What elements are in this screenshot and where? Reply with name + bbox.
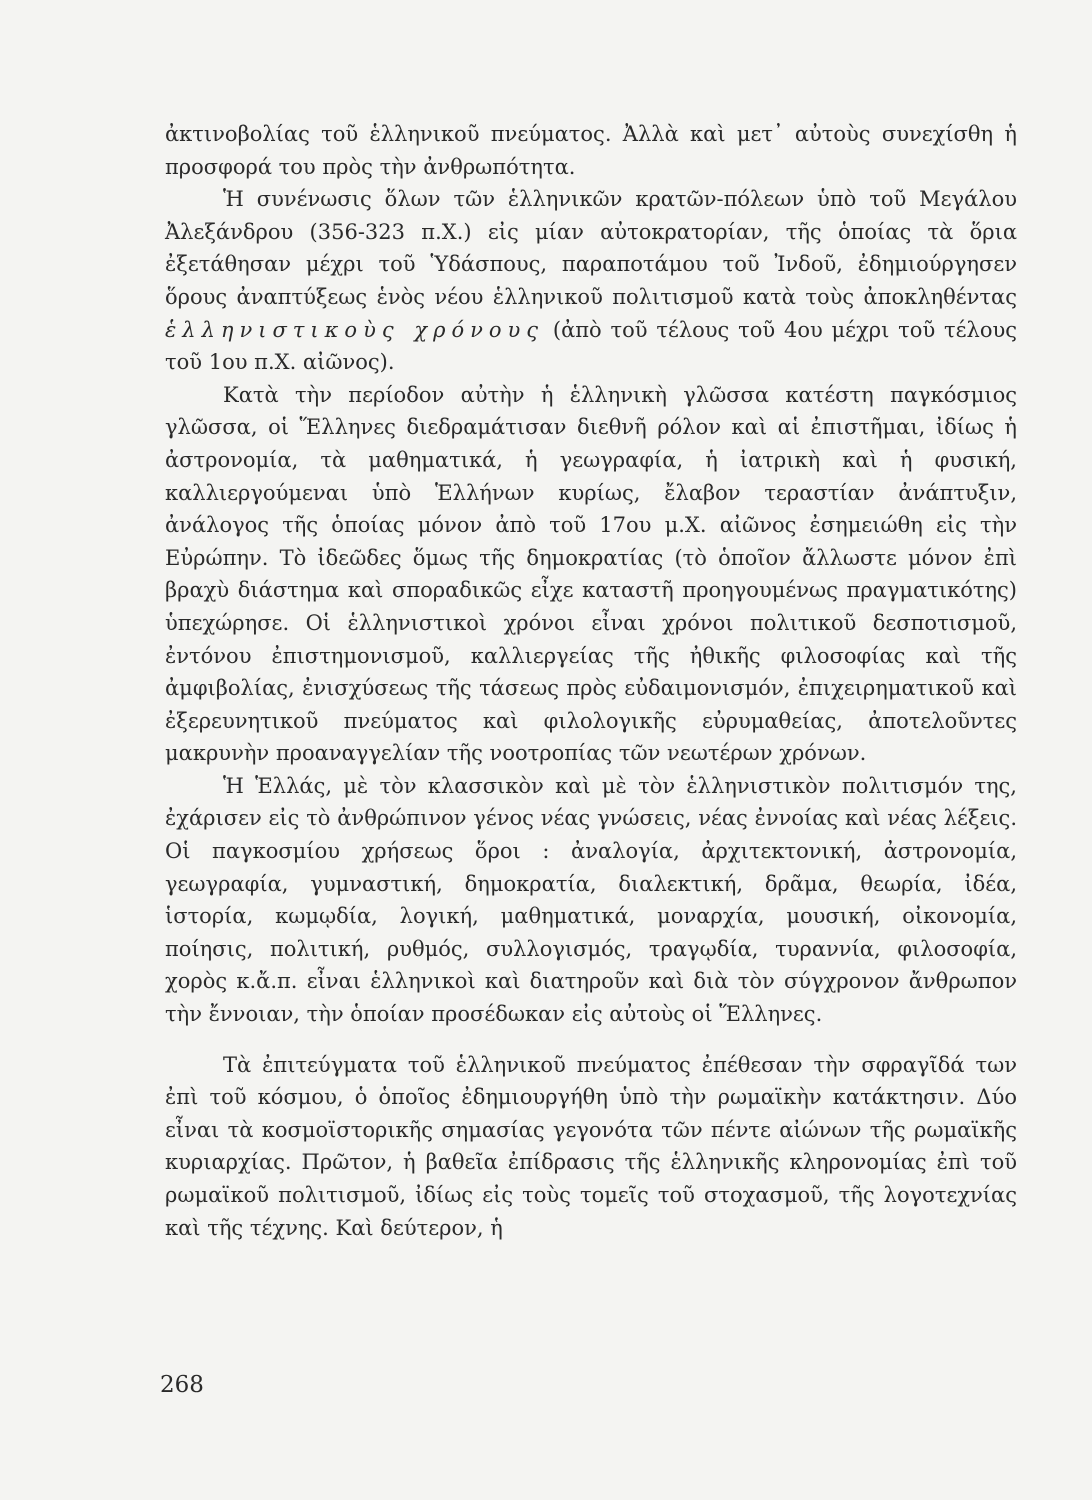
paragraph-3 — [165, 379, 1017, 770]
paragraph-1 — [165, 118, 1017, 183]
page-number: 268 — [160, 1372, 204, 1398]
emphasized-term: ἑλληνιστικοὺς χρόνους — [165, 317, 545, 342]
paragraph-2 — [165, 183, 1017, 379]
paragraph-2-text-end: (ἀπὸ τοῦ τέλους τοῦ 4ου μέχρι τοῦ τέλους τοῦ 1ου π.Χ. αἰῶνος). — [165, 317, 1017, 375]
paragraph-4-text: Ἡ Ἑλλάς, μὲ τὸν κλασσικὸν καὶ μὲ τὸν ἑλληνιστικὸν πολιτισμόν της, ἐχάρισεν εἰς τὸ ἀνθρώπινον γένος νέας γνώσεις, νέας ἐννοίας καὶ νέας λέξεις. Οἱ παγκοσμίου χρήσεως ὅροι : ἀναλογία, ἀρχιτεκτονική, ἀστρονομία, γεωγραφία, γυμναστική, δημοκρατία, διαλεκτική, δρᾶμα, θεωρία, ἰδέα, ἱστορία, κωμῳδία, λογική, μαθηματικά, μοναρχία, μουσική, οἰκονομία, ποίησις, πολιτική, ρυθμός, συλλογισμός, τραγῳδία, τυραννία, φιλοσοφία, χορὸς κ.ἄ.π. εἶναι ἑλληνικοὶ καὶ διατηροῦν καὶ διὰ τὸν σύγχρονον ἄνθρωπον τὴν ἔννοιαν, τὴν ὁποίαν προσέδωκαν εἰς αὐτοὺς οἱ Ἕλληνες. — [165, 773, 1017, 1027]
paragraph-5-text: Τὰ ἐπιτεύγματα τοῦ ἑλληνικοῦ πνεύματος ἐπέθεσαν τὴν σφραγῖδά των ἐπὶ τοῦ κόσμου, ὁ ὁποῖος ἐδημιουργήθη ὑπὸ τὴν ρωμαϊκὴν κατάκτησιν. Δύο εἶναι τὰ κοσμοϊστορικῆς σημασίας γεγονότα τῶν πέντε αἰώνων τῆς ρωμαϊκῆς κυριαρχίας. Πρῶτον, ἡ βαθεῖα ἐπίδρασις τῆς ἑλληνικῆς κληρονομίας ἐπὶ τοῦ ρωμαϊκοῦ πολιτισμοῦ, ἰδίως εἰς τοὺς τομεῖς τοῦ στοχασμοῦ, τῆς λογοτεχνίας καὶ τῆς τέχνης. Καὶ δεύτερον, ἡ — [165, 1052, 1017, 1240]
body-text — [165, 118, 1017, 1244]
paragraph-1-text: ἀκτινοβολίας τοῦ ἑλληνικοῦ πνεύματος. Ἀλλὰ καὶ μετ᾿ αὐτοὺς συνεχίσθη ἡ προσφορά του πρὸς τὴν ἀνθρωπότητα. — [165, 122, 1017, 179]
paragraph-2-text-start: Ἡ συνένωσις ὅλων τῶν ἑλληνικῶν κρατῶν-πόλεων ὑπὸ τοῦ Μεγάλου Ἀλεξάνδρου (356-323 π.Χ.) εἰς μίαν αὐτοκρατορίαν, τῆς ὁποίας τὰ ὅρια ἐξετάθησαν μέχρι τοῦ Ὑδάσπους, παραποτάμου τοῦ Ἰνδοῦ, ἐδημιούργησεν ὅρους ἀναπτύξεως ἑνὸς νέου ἑλληνικοῦ πολιτισμοῦ κατὰ τοὺς ἀποκληθέντας — [165, 187, 1017, 309]
paragraph-5 — [165, 1049, 1017, 1245]
paragraph-3-text: Κατὰ τὴν περίοδον αὐτὴν ἡ ἑλληνικὴ γλῶσσα κατέστη παγκόσμιος γλῶσσα, οἱ Ἕλληνες διεδραμάτισαν διεθνῆ ρόλον καὶ αἱ ἐπιστῆμαι, ἰδίως ἡ ἀστρονομία, τὰ μαθηματικά, ἡ γεωγραφία, ἡ ἰατρικὴ καὶ ἡ φυσική, καλλιεργούμεναι ὑπὸ Ἑλλήνων κυρίως, ἔλαβον τεραστίαν ἀνάπτυξιν, ἀνάλογος τῆς ὁποίας μόνον ἀπὸ τοῦ 17ου μ.Χ. αἰῶνος ἐσημειώθη εἰς τὴν Εὐρώπην. Τὸ ἰδεῶδες ὅμως τῆς δημοκρατίας (τὸ ὁποῖον ἄλλωστε μόνον ἐπὶ βραχὺ διάστημα καὶ σποραδικῶς εἶχε καταστῆ προηγουμένως πραγματικότης) ὑπεχώρησε. Οἱ ἑλληνιστικοὶ χρόνοι εἶναι χρόνοι πολιτικοῦ δεσποτισμοῦ, ἐντόνου ἐπιστημονισμοῦ, καλλιεργείας τῆς ἠθικῆς φιλοσοφίας καὶ τῆς ἀμφιβολίας, ἐνισχύσεως τῆς τάσεως πρὸς εὐδαιμονισμόν, ἐπιχειρηματικοῦ καὶ ἐξερευνητικοῦ πνεύματος καὶ φιλολογικῆς εὐρυμαθείας, ἀποτελοῦντες μακρυνὴν προαναγγελίαν τῆς νοοτροπίας τῶν νεωτέρων χρόνων. — [165, 382, 1017, 766]
paragraph-4 — [165, 770, 1017, 1031]
